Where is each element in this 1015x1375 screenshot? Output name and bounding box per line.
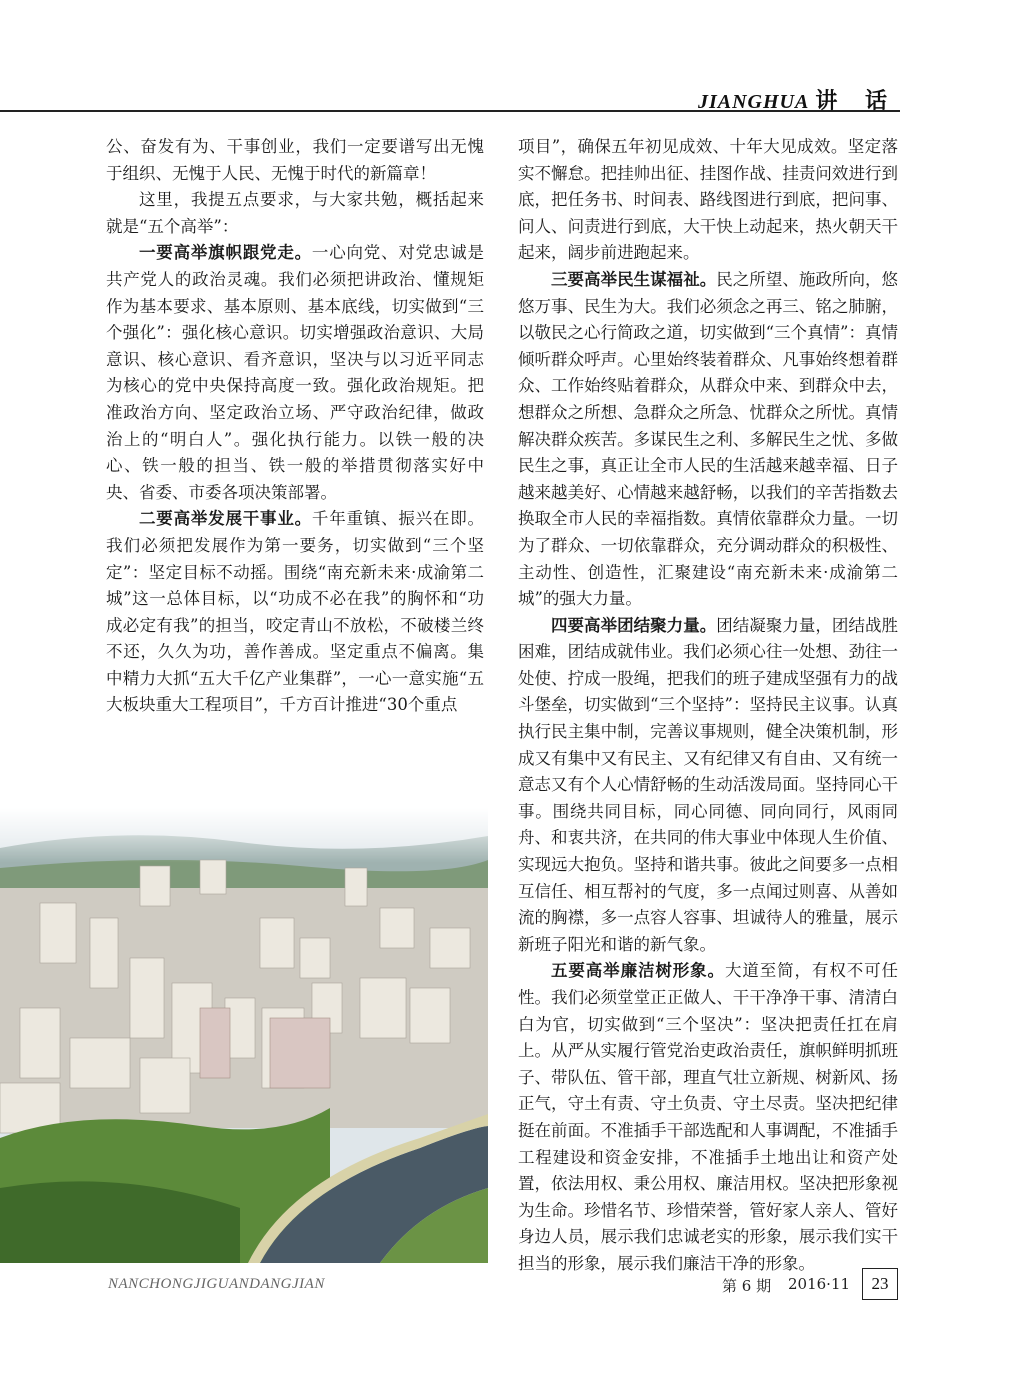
- paragraph: 项目”，确保五年初见成效、十年大见成效。坚定落实不懈怠。把挂帅出征、挂图作战、挂责问效进行到底，把任务书、时间表、路线图进行到底，把问事、问人、问责进行到底，大干快上动起来，热火朝天干起来，阔步前进跑起来。: [518, 137, 898, 263]
- paragraph-body: 团结凝聚力量，团结战胜困难，团结成就伟业。我们必须心往一处想、劲往一处使、拧成一股绳，把我们的班子建成坚强有力的战斗堡垒，切实做到“三个坚持”：坚持民主议事。认真执行民主集中制，完善议事规则，健全决策机制，形成又有集中又有民主、又有纪律又有自由、又有统一意志又有个人心情舒畅的生动活泼局面。坚持同心干事。围绕共同目标，同心同德、同向同行，风雨同舟、和衷共济，在共同的伟大事业中体现人生价值、实现远大抱负。坚持和谐共事。彼此之间要多一点相互信任、相互帮衬的气度，多一点闻过则喜、从善如流的胸襟，多一点容人容事、坦诚待人的雅量，展示新班子阳光和谐的新气象。: [518, 615, 899, 954]
- right-column: [518, 134, 898, 1278]
- journal-latin-title: JIANGHUA: [697, 91, 810, 113]
- left-column: [106, 134, 484, 719]
- paragraph: [106, 240, 484, 506]
- paragraph-body: 大道至简，有权不可任性。我们必须堂堂正正做人、干干净净干事、清清白白为官，切实做到“三个坚决”：坚决把责任扛在肩上。从严从实履行管党治吏政治责任，旗帜鲜明抓班子、带队伍、管干部，理直气壮立新规、树新风、扬正气，守土有责、守土负责、守土尽责。坚决把纪律挺在前面。不准插手干部选配和人事调配，不准插手工程建设和资金安排，不准插手土地出让和资产处置，依法用权、秉公用权、廉洁用权。坚决把形象视为生命。珍惜名节、珍惜荣誉，管好家人亲人、管好身边人员，展示我们忠诚老实的形象，展示我们实干担当的形象，展示我们廉洁干净的形象。: [518, 961, 899, 1273]
- section-heading: 三要高举民生谋福祉。: [551, 269, 717, 289]
- paragraph-body: 一心向党、对党忠诚是共产党人的政治灵魂。我们必须把讲政治、懂规矩作为基本要求、基本原则、基本底线，切实做到“三个强化”：强化核心意识。切实增强政治意识、大局意识、核心意识、看齐意识，坚决与以习近平同志为核心的党中央保持高度一致。强化政治规矩。把准政治方向、坚定政治立场、严守政治纪律，做政治上的“明白人”。强化执行能力。以铁一般的决心、铁一般的担当、铁一般的举措贯彻落实好中央、省委、市委各项决策部署。: [106, 243, 485, 502]
- paragraph: [518, 613, 898, 959]
- page-number: 23: [862, 1268, 898, 1300]
- paragraph: [106, 506, 484, 719]
- footer-issue: 第 6 期: [722, 1277, 772, 1295]
- paragraph: [518, 267, 898, 613]
- paragraph-body: 千年重镇、振兴在即。我们必须把发展作为第一要务，切实做到“三个坚定”：坚定目标不动摇。围绕“南充新未来·成渝第二城”这一总体目标，以“功成不必在我”的胸怀和“功成必定有我”的担当，咬定青山不放松，不破楼兰终不还，久久为功，善作善成。坚定重点不偏离。集中精力大抓“五大千亿产业集群”，一心一意实施“五大板块重大工程项目”，千方百计推进“30个重点: [106, 509, 485, 715]
- paragraph: [518, 958, 898, 1277]
- city-aerial-photo: [0, 808, 488, 1263]
- paragraph: 这里，我提五点要求，与大家共勉，概括起来就是“五个高举”：: [106, 190, 484, 236]
- section-heading: 二要高举发展干事业。: [139, 509, 312, 529]
- running-header: [698, 84, 897, 115]
- section-title: 讲 话: [815, 89, 897, 114]
- section-heading: 一要高举旗帜跟党走。: [139, 243, 312, 263]
- footer-journal-name: NANCHONGJIGUANDANGJIAN: [108, 1276, 325, 1292]
- paragraph-body: 民之所望、施政所向，悠悠万事、民生为大。我们必须念之再三、铭之肺腑，以敬民之心行简政之道，切实做到“三个真情”：真情倾听群众呼声。心里始终装着群众、凡事始终想着群众、工作始终贴着群众，从群众中来、到群众中去，想群众之所想、急群众之所急、忧群众之所忧。真情解决群众疾苦。多谋民生之利、多解民生之忧、多做民生之事，真正让全市人民的生活越来越幸福、日子越来越美好、心情越来越舒畅，以我们的辛苦指数去换取全市人民的幸福指数。真情依靠群众力量。一切为了群众、一切依靠群众，充分调动群众的积极性、主动性、创造性，汇聚建设“南充新未来·成渝第二城”的强大力量。: [518, 269, 899, 609]
- section-heading: 四要高举团结聚力量。: [551, 615, 717, 635]
- paragraph: 公、奋发有为、干事创业，我们一定要谱写出无愧于组织、无愧于人民、无愧于时代的新篇章！: [106, 137, 484, 183]
- footer-date: 2016·11: [788, 1275, 851, 1293]
- section-heading: 五要高举廉洁树形象。: [551, 961, 725, 981]
